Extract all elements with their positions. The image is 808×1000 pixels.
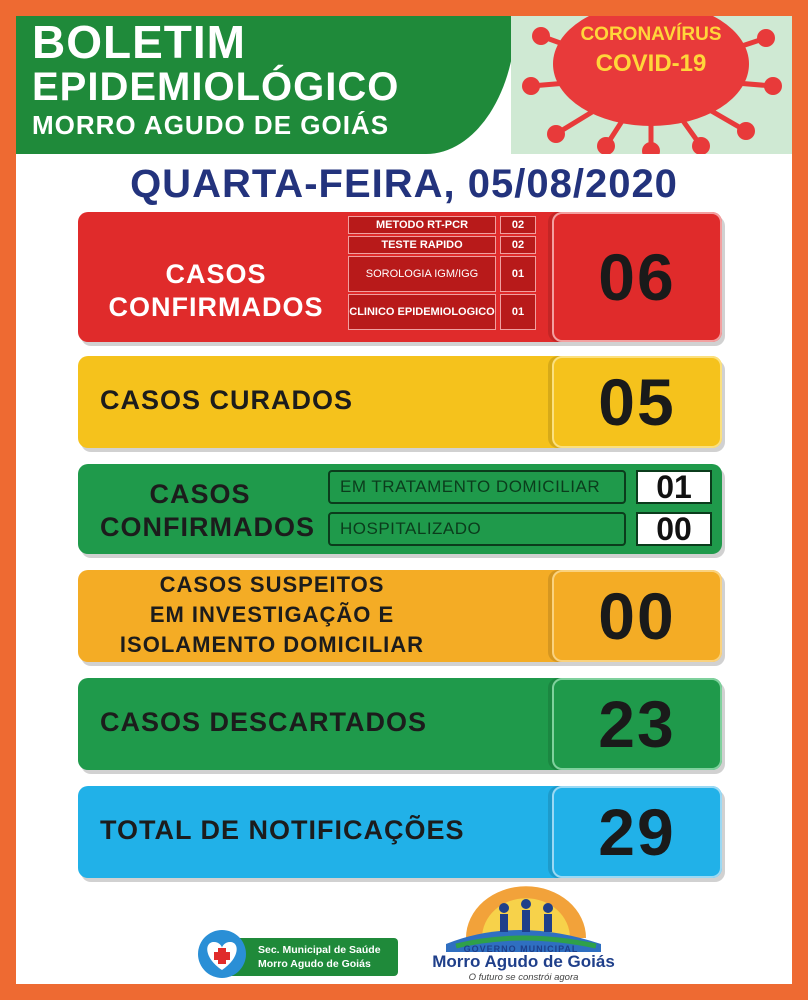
breakdown-method: METODO RT-PCR: [348, 216, 496, 234]
breakdown-method: CLINICO EPIDEMIOLOGICO: [348, 294, 496, 330]
active-cases-label: [100, 478, 315, 544]
breakdown-count: 01: [500, 294, 536, 330]
suspected-cases-row: [78, 570, 722, 662]
breakdown-row: [348, 216, 538, 234]
cured-total: 05: [552, 356, 722, 448]
active-cases-row: [78, 464, 722, 554]
municipal-government-icon: [426, 886, 621, 952]
breakdown-row: [348, 256, 538, 292]
breakdown-method: TESTE RAPIDO: [348, 236, 496, 254]
health-secretariat-logo: [192, 926, 402, 980]
suspected-label-line-3: ISOLAMENTO DOMICILIAR: [119, 632, 425, 657]
municipal-government-logo: [426, 886, 626, 982]
breakdown-count: 02: [500, 236, 536, 254]
header-title: [32, 18, 399, 142]
report-date: QUARTA-FEIRA, 05/08/2020: [130, 162, 678, 206]
active-label-line-1: CASOS: [149, 479, 251, 509]
coronavirus-badge: [511, 16, 792, 154]
active-label-line-2: CONFIRMADOS: [100, 512, 315, 542]
virus-label-line-2: COVID-19: [595, 50, 707, 77]
hospitalized-label: HOSPITALIZADO: [328, 512, 626, 546]
breakdown-method: SOROLOGIA IGM/IGG: [348, 256, 496, 292]
title-line-1: BOLETIM: [32, 16, 246, 68]
suspected-cases-label: [92, 570, 452, 660]
health-line-1: Sec. Municipal de Saúde: [258, 944, 381, 956]
confirmed-label-line-1: CASOS: [165, 259, 267, 289]
cured-cases-label: CASOS CURADOS: [100, 385, 354, 415]
title-line-2: EPIDEMIOLÓGICO: [32, 65, 400, 109]
hospitalized-value: 00: [636, 512, 712, 546]
suspected-label-line-1: CASOS SUSPEITOS: [159, 572, 385, 597]
confirmed-cases-row: [78, 212, 722, 342]
home-treatment-value: 01: [636, 470, 712, 504]
breakdown-count: 01: [500, 256, 536, 292]
cured-cases-row: [78, 356, 722, 448]
suspected-total: 00: [552, 570, 722, 662]
bulletin-sheet: [16, 16, 792, 984]
virus-label: [561, 22, 741, 80]
heart-cross-icon: [192, 926, 254, 980]
gov-tagline: O futuro se constrói agora: [468, 972, 579, 983]
suspected-label-line-2: EM INVESTIGAÇÃO E: [149, 602, 395, 627]
home-treatment-label: EM TRATAMENTO DOMICILIAR: [328, 470, 626, 504]
gov-small-label: GOVERNO MUNICIPAL: [463, 944, 579, 954]
notifications-row: [78, 786, 722, 878]
discarded-total: 23: [552, 678, 722, 770]
confirmed-total: 06: [552, 212, 722, 342]
health-line-2: Morro Agudo de Goiás: [258, 958, 371, 970]
confirmed-label-line-2: CONFIRMADOS: [108, 292, 324, 322]
confirmed-cases-label: [96, 258, 336, 324]
virus-label-line-1: CORONAVÍRUS: [580, 24, 722, 45]
breakdown-row: [348, 236, 538, 254]
title-line-3: MORRO AGUDO DE GOIÁS: [32, 110, 390, 140]
notifications-label: TOTAL DE NOTIFICAÇÕES: [100, 815, 465, 845]
notifications-total: 29: [552, 786, 722, 878]
test-method-breakdown: [348, 216, 538, 332]
discarded-cases-label: CASOS DESCARTADOS: [100, 707, 428, 737]
discarded-cases-row: [78, 678, 722, 770]
gov-name: Morro Agudo de Goiás: [432, 952, 615, 971]
breakdown-count: 02: [500, 216, 536, 234]
breakdown-row: [348, 294, 538, 330]
